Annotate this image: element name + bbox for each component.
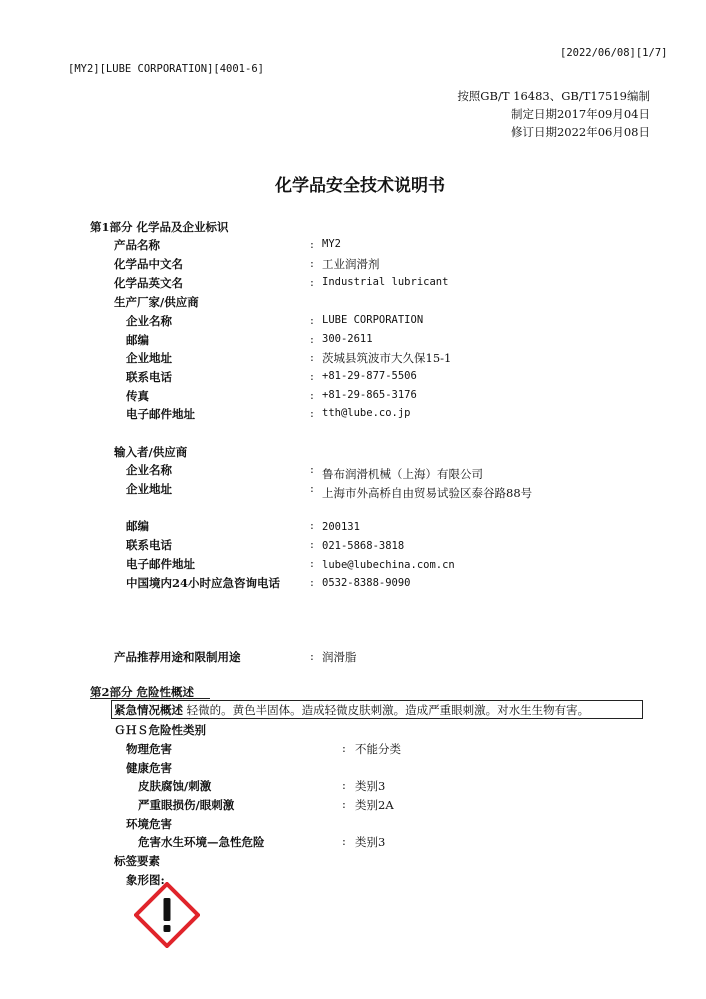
mfr-phone-value: +81-29-877-5506	[322, 370, 417, 382]
imp-email-label: 电子邮件地址	[126, 557, 195, 571]
physical-hazard-label: 物理危害	[126, 742, 172, 756]
colon: :	[310, 649, 314, 663]
cn-name-value: 工业润滑剂	[322, 257, 380, 271]
manufacturer-heading: 生产厂家/供应商	[114, 295, 199, 309]
colon: :	[310, 350, 314, 364]
exclamation-mark-ghs-pictogram-icon	[134, 882, 200, 948]
mfr-phone-label: 联系电话	[126, 370, 172, 384]
imp-phone-value: 021-5868-3818	[322, 540, 405, 552]
colon: :	[342, 778, 346, 792]
cn-name-label: 化学品中文名	[114, 257, 183, 271]
mfr-address-value: 茨城县筑波市大久保15-1	[322, 351, 452, 365]
colon: :	[310, 388, 314, 402]
colon: :	[310, 537, 314, 551]
imp-email-value[interactable]: lube@lubechina.com.cn	[322, 559, 455, 571]
env-hazard-label: 环境危害	[126, 817, 172, 831]
physical-hazard-value: 不能分类	[355, 742, 401, 756]
standard-note: 按照GB/T 16483、GB/T17519编制	[457, 89, 650, 103]
colon: :	[342, 741, 346, 755]
colon: :	[310, 237, 314, 251]
importer-heading: 输入者/供应商	[114, 445, 188, 459]
mfr-postcode-value: 300-2611	[322, 333, 373, 345]
health-hazard-label: 健康危害	[126, 761, 172, 775]
section1-heading: 第1部分 化学品及企业标识	[90, 220, 229, 234]
skin-value: 类别3	[355, 779, 386, 793]
ghs-heading: ＧＨＳ危险性类别	[114, 723, 206, 737]
mfr-email-value[interactable]: tth@lube.co.jp	[322, 407, 411, 419]
colon: :	[310, 369, 314, 383]
aquatic-label: 危害水生环境—急性危险	[138, 835, 265, 849]
emergency-overview-label: 紧急情况概述	[114, 703, 183, 717]
colon: :	[310, 575, 314, 589]
mfr-fax-value: +81-29-865-3176	[322, 389, 417, 401]
colon: :	[342, 797, 346, 811]
imp-phone-label: 联系电话	[126, 538, 172, 552]
colon: :	[310, 518, 314, 532]
colon: :	[342, 834, 346, 848]
created-date: 制定日期2017年09月04日	[510, 107, 650, 121]
pictogram-label: 象形图:	[126, 873, 165, 887]
colon: :	[310, 313, 314, 327]
colon: :	[310, 481, 314, 495]
colon: :	[310, 332, 314, 346]
mfr-fax-label: 传真	[126, 389, 149, 403]
mfr-company-label: 企业名称	[126, 314, 172, 328]
colon: :	[310, 462, 314, 476]
imp-postcode-value: 200131	[322, 521, 360, 533]
mfr-company-value: LUBE CORPORATION	[322, 314, 424, 326]
emergency-overview-text: 轻微的。黄色半固体。造成轻微皮肤刺激。造成严重眼刺激。对水生生物有害。	[186, 703, 590, 717]
section2-heading: 第2部分 危险性概述	[90, 685, 195, 699]
heading-underline	[90, 698, 210, 699]
mfr-email-label: 电子邮件地址	[126, 407, 195, 421]
colon: :	[310, 556, 314, 570]
eye-label: 严重眼损伤/眼刺激	[138, 798, 235, 812]
product-name-value: MY2	[322, 238, 341, 250]
colon: :	[310, 406, 314, 420]
en-name-value: Industrial lubricant	[322, 276, 449, 288]
revised-date: 修订日期2022年06月08日	[510, 125, 650, 139]
en-name-label: 化学品英文名	[114, 276, 183, 290]
imp-company-label: 企业名称	[126, 463, 172, 477]
use-value: 润滑脂	[322, 650, 357, 664]
page-reference: [2022/06/08][1/7]	[560, 47, 668, 59]
eye-value: 类别2A	[355, 798, 394, 812]
label-elements-heading: 标签要素	[114, 854, 160, 868]
imp-emergency-label: 中国境内24小时应急咨询电话	[126, 576, 281, 590]
skin-label: 皮肤腐蚀/刺激	[138, 779, 212, 793]
colon: :	[310, 256, 314, 270]
mfr-address-label: 企业地址	[126, 351, 172, 365]
document-title: 化学品安全技术说明书	[275, 176, 445, 196]
aquatic-value: 类别3	[355, 835, 386, 849]
product-name-label: 产品名称	[114, 238, 160, 252]
imp-address-label: 企业地址	[126, 482, 172, 496]
emergency-overview-line	[114, 702, 589, 718]
product-reference: [MY2][LUBE CORPORATION][4001-6]	[68, 63, 264, 75]
colon: :	[310, 275, 314, 289]
imp-postcode-label: 邮编	[126, 519, 149, 533]
mfr-postcode-label: 邮编	[126, 333, 149, 347]
imp-company-value: 鲁布润滑机械（上海）有限公司	[322, 467, 483, 481]
imp-emergency-value: 0532-8388-9090	[322, 577, 411, 589]
use-label: 产品推荐用途和限制用途	[114, 650, 241, 664]
imp-address-value: 上海市外高桥自由贸易试验区泰谷路88号	[322, 486, 533, 500]
